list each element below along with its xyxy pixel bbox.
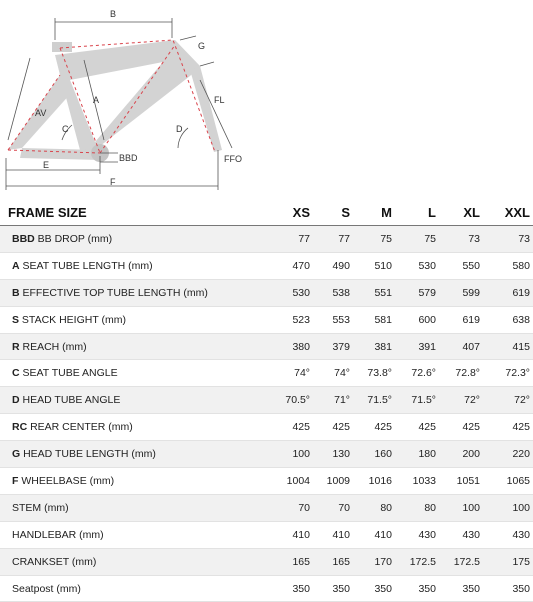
- row-value: 71.5°: [353, 387, 395, 414]
- row-value: 350: [395, 575, 439, 602]
- row-label-text: HEAD TUBE LENGTH (mm): [20, 448, 156, 461]
- row-value: 71°: [313, 387, 353, 414]
- diagram-label-g: G: [198, 41, 206, 51]
- row-value: 73: [439, 226, 483, 253]
- size-m-heading: M: [353, 199, 395, 226]
- row-value: 75: [395, 226, 439, 253]
- row-value: 72°: [439, 387, 483, 414]
- row-code: RC: [12, 421, 28, 434]
- table-row: [0, 306, 533, 333]
- table-row: [0, 494, 533, 521]
- row-label-text: EFFECTIVE TOP TUBE LENGTH (mm): [19, 286, 208, 299]
- row-value: 100: [273, 441, 313, 468]
- row-code: G: [12, 448, 21, 461]
- row-value: 379: [313, 333, 353, 360]
- row-value: 1051: [439, 468, 483, 495]
- row-value: 73: [483, 226, 533, 253]
- diagram-label-fl: FL: [214, 95, 225, 105]
- row-label-text: REACH (mm): [19, 340, 87, 353]
- row-label-text: Seatpost (mm): [12, 582, 81, 595]
- row-label-text: STEM (mm): [12, 501, 69, 514]
- row-value: 551: [353, 279, 395, 306]
- row-value: 75: [353, 226, 395, 253]
- row-code: R: [12, 340, 20, 353]
- row-value: 430: [439, 521, 483, 548]
- row-value: 160: [353, 441, 395, 468]
- row-value: 415: [483, 333, 533, 360]
- row-value: 553: [313, 306, 353, 333]
- row-value: 350: [273, 575, 313, 602]
- row-value: 470: [273, 252, 313, 279]
- table-header-row: [0, 199, 533, 226]
- table-row: [0, 387, 533, 414]
- row-value: 72.3°: [483, 360, 533, 387]
- row-code: D: [12, 394, 20, 407]
- row-label: [0, 252, 273, 279]
- row-value: 350: [313, 575, 353, 602]
- row-value: 600: [395, 306, 439, 333]
- row-value: 165: [273, 548, 313, 575]
- row-label: [0, 494, 273, 521]
- row-label-text: SEAT TUBE LENGTH (mm): [19, 259, 153, 272]
- row-value: 350: [439, 575, 483, 602]
- row-value: 530: [273, 279, 313, 306]
- diagram-label-e: E: [43, 160, 50, 170]
- row-label-text: HEAD TUBE ANGLE: [19, 394, 121, 407]
- row-value: 77: [273, 226, 313, 253]
- size-xxl-heading: XXL: [483, 199, 533, 226]
- row-value: 73.8°: [353, 360, 395, 387]
- row-value: 80: [353, 494, 395, 521]
- diagram-label-c: C: [62, 124, 69, 134]
- row-value: 71.5°: [395, 387, 439, 414]
- row-value: 425: [395, 414, 439, 441]
- diagram-label-b: B: [110, 9, 117, 19]
- row-value: 638: [483, 306, 533, 333]
- row-value: 74°: [313, 360, 353, 387]
- row-code: F: [12, 474, 19, 487]
- table-row: [0, 548, 533, 575]
- row-value: 350: [353, 575, 395, 602]
- row-value: 619: [483, 279, 533, 306]
- diagram-label-d: D: [176, 124, 183, 134]
- row-value: 170: [353, 548, 395, 575]
- row-value: 1004: [273, 468, 313, 495]
- row-value: 490: [313, 252, 353, 279]
- row-label-text: CRANKSET (mm): [12, 555, 97, 568]
- row-value: 580: [483, 252, 533, 279]
- row-value: 550: [439, 252, 483, 279]
- row-label: [0, 521, 273, 548]
- row-value: 70.5°: [273, 387, 313, 414]
- table-row: [0, 441, 533, 468]
- row-value: 175: [483, 548, 533, 575]
- table-row: [0, 360, 533, 387]
- row-value: 70: [313, 494, 353, 521]
- row-value: 425: [439, 414, 483, 441]
- size-xl-heading: XL: [439, 199, 483, 226]
- size-l-heading: L: [395, 199, 439, 226]
- row-code: BBD: [12, 232, 35, 245]
- row-value: 530: [395, 252, 439, 279]
- row-value: 430: [483, 521, 533, 548]
- row-label-text: BB DROP (mm): [34, 232, 113, 245]
- row-value: 407: [439, 333, 483, 360]
- row-label: [0, 226, 273, 253]
- diagram-label-a: A: [93, 95, 100, 105]
- row-value: 70: [273, 494, 313, 521]
- diagram-label-bbd: BBD: [119, 153, 138, 163]
- row-value: 410: [313, 521, 353, 548]
- row-value: 430: [395, 521, 439, 548]
- row-value: 100: [439, 494, 483, 521]
- row-value: 425: [273, 414, 313, 441]
- row-value: 599: [439, 279, 483, 306]
- row-value: 425: [313, 414, 353, 441]
- row-label-text: STACK HEIGHT (mm): [19, 313, 126, 326]
- size-xs-heading: XS: [273, 199, 313, 226]
- row-label: [0, 441, 273, 468]
- size-s-heading: S: [313, 199, 353, 226]
- row-label: [0, 468, 273, 495]
- row-label: [0, 306, 273, 333]
- table-row: [0, 252, 533, 279]
- row-value: 220: [483, 441, 533, 468]
- row-value: 200: [439, 441, 483, 468]
- table-row: [0, 575, 533, 602]
- row-label-text: REAR CENTER (mm): [27, 421, 133, 434]
- row-value: 538: [313, 279, 353, 306]
- row-label: [0, 548, 273, 575]
- row-label-text: HANDLEBAR (mm): [12, 528, 104, 541]
- row-value: 410: [353, 521, 395, 548]
- row-label: [0, 333, 273, 360]
- row-label: [0, 414, 273, 441]
- row-value: 80: [395, 494, 439, 521]
- row-code: B: [12, 286, 20, 299]
- row-value: 74°: [273, 360, 313, 387]
- row-label-text: SEAT TUBE ANGLE: [19, 367, 118, 380]
- row-value: 180: [395, 441, 439, 468]
- row-code: C: [12, 367, 20, 380]
- geometry-table: [0, 199, 533, 602]
- row-code: A: [12, 259, 20, 272]
- row-value: 1033: [395, 468, 439, 495]
- row-value: 380: [273, 333, 313, 360]
- row-value: 77: [313, 226, 353, 253]
- row-value: 381: [353, 333, 395, 360]
- row-value: 130: [313, 441, 353, 468]
- row-value: 172.5: [439, 548, 483, 575]
- row-value: 523: [273, 306, 313, 333]
- bike-frame: [8, 40, 222, 162]
- row-label-text: WHEELBASE (mm): [18, 474, 115, 487]
- row-value: 72°: [483, 387, 533, 414]
- row-value: 410: [273, 521, 313, 548]
- table-row: [0, 279, 533, 306]
- row-value: 1016: [353, 468, 395, 495]
- diagram-label-f: F: [110, 177, 116, 187]
- diagram-label-ffo: FFO: [224, 154, 242, 164]
- table-row: [0, 333, 533, 360]
- row-value: 165: [313, 548, 353, 575]
- row-code: S: [12, 313, 20, 326]
- row-value: 100: [483, 494, 533, 521]
- row-label: [0, 360, 273, 387]
- row-label: [0, 575, 273, 602]
- row-value: 579: [395, 279, 439, 306]
- row-value: 619: [439, 306, 483, 333]
- row-value: 425: [353, 414, 395, 441]
- row-value: 425: [483, 414, 533, 441]
- table-row: [0, 521, 533, 548]
- row-value: 1065: [483, 468, 533, 495]
- table-row: [0, 468, 533, 495]
- row-label: [0, 279, 273, 306]
- row-value: 510: [353, 252, 395, 279]
- row-value: 72.8°: [439, 360, 483, 387]
- frame-size-heading: FRAME SIZE: [0, 199, 273, 226]
- row-value: 391: [395, 333, 439, 360]
- row-label: [0, 387, 273, 414]
- row-value: 581: [353, 306, 395, 333]
- table-row: [0, 226, 533, 253]
- frame-geometry-diagram: [0, 0, 533, 198]
- table-row: [0, 414, 533, 441]
- row-value: 1009: [313, 468, 353, 495]
- diagram-label-av: AV: [35, 108, 47, 118]
- row-value: 172.5: [395, 548, 439, 575]
- row-value: 350: [483, 575, 533, 602]
- row-value: 72.6°: [395, 360, 439, 387]
